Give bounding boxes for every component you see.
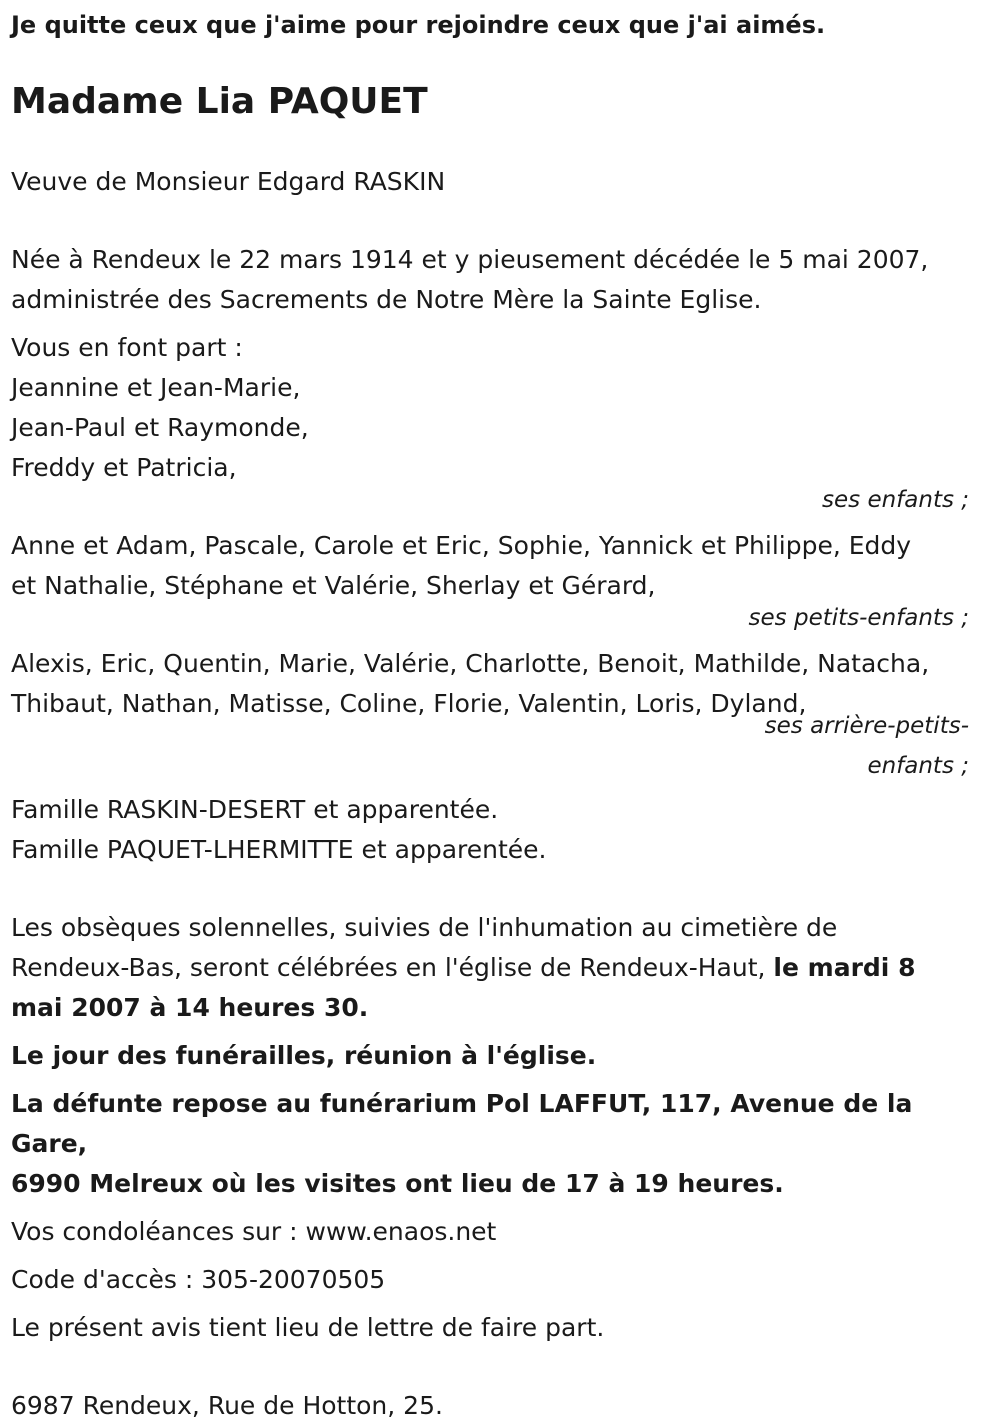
meeting-line: Le jour des funérailles, réunion à l'église. — [11, 1041, 597, 1070]
greatgrandchildren-line: Alexis, Eric, Quentin, Marie, Valérie, Charlotte, Benoit, Mathilde, Natacha, — [11, 649, 930, 678]
child-entry: Jean-Paul et Raymonde, — [11, 413, 309, 442]
repose-line: 6990 Melreux où les visites ont lieu de 17 à 19 heures. — [11, 1169, 784, 1198]
grandchildren-label: ses petits-enfants ; — [748, 605, 969, 631]
greatgrandchildren-label: ses arrière-petits-enfants ; — [764, 713, 969, 779]
family-line: Famille PAQUET-LHERMITTE et apparentée. — [11, 835, 547, 864]
children-label: ses enfants ; — [822, 487, 969, 513]
funeral-line: Les obsèques solennelles, suivies de l'inhumation au cimetière de — [11, 913, 838, 942]
condolences-line: Vos condoléances sur : www.enaos.net — [11, 1217, 497, 1246]
announcement-intro: Vous en font part : — [11, 333, 243, 362]
grandchildren-line: Anne et Adam, Pascale, Carole et Eric, Sophie, Yannick et Philippe, Eddy — [11, 531, 912, 560]
child-entry: Freddy et Patricia, — [11, 453, 237, 482]
family-announcement — [11, 328, 970, 870]
funeral-date: le mardi 8 — [773, 953, 916, 982]
spouse-line: Veuve de Monsieur Edgard RASKIN — [11, 167, 446, 196]
sacraments-line: administrée des Sacrements de Notre Mère la Sainte Eglise. — [11, 285, 762, 314]
repose-block — [11, 1084, 970, 1204]
funeral-time: mai 2007 à 14 heures 30. — [11, 993, 369, 1022]
access-code-line: Code d'accès : 305-20070505 — [11, 1265, 386, 1294]
child-entry: Jeannine et Jean-Marie, — [11, 373, 301, 402]
address-line: 6987 Rendeux, Rue de Hotton, 25. — [11, 1391, 443, 1420]
deceased-name: Madame Lia PAQUET — [11, 81, 428, 122]
family-line: Famille RASKIN-DESERT et apparentée. — [11, 795, 499, 824]
greatgrandchildren-line: Thibaut, Nathan, Matisse, Coline, Florie, Valentin, Loris, Dyland, — [11, 689, 807, 718]
notice-line: Le présent avis tient lieu de lettre de faire part. — [11, 1313, 605, 1342]
obituary-notice — [0, 10, 980, 1426]
repose-line: La défunte repose au funérarium Pol LAFFUT, 117, Avenue de la Gare, — [11, 1089, 913, 1158]
grandchildren-line: et Nathalie, Stéphane et Valérie, Sherlay et Gérard, — [11, 571, 656, 600]
funeral-location: Rendeux-Bas, seront célébrées en l'église de Rendeux-Haut, — [11, 953, 766, 982]
birth-death-line: Née à Rendeux le 22 mars 1914 et y pieusement décédée le 5 mai 2007, — [11, 245, 929, 274]
birth-death-block — [11, 240, 970, 320]
epigraph-quote: Je quitte ceux que j'aime pour rejoindre ceux que j'ai aimés. — [11, 11, 826, 39]
funeral-block — [11, 908, 970, 1028]
funeral-line — [11, 948, 970, 988]
